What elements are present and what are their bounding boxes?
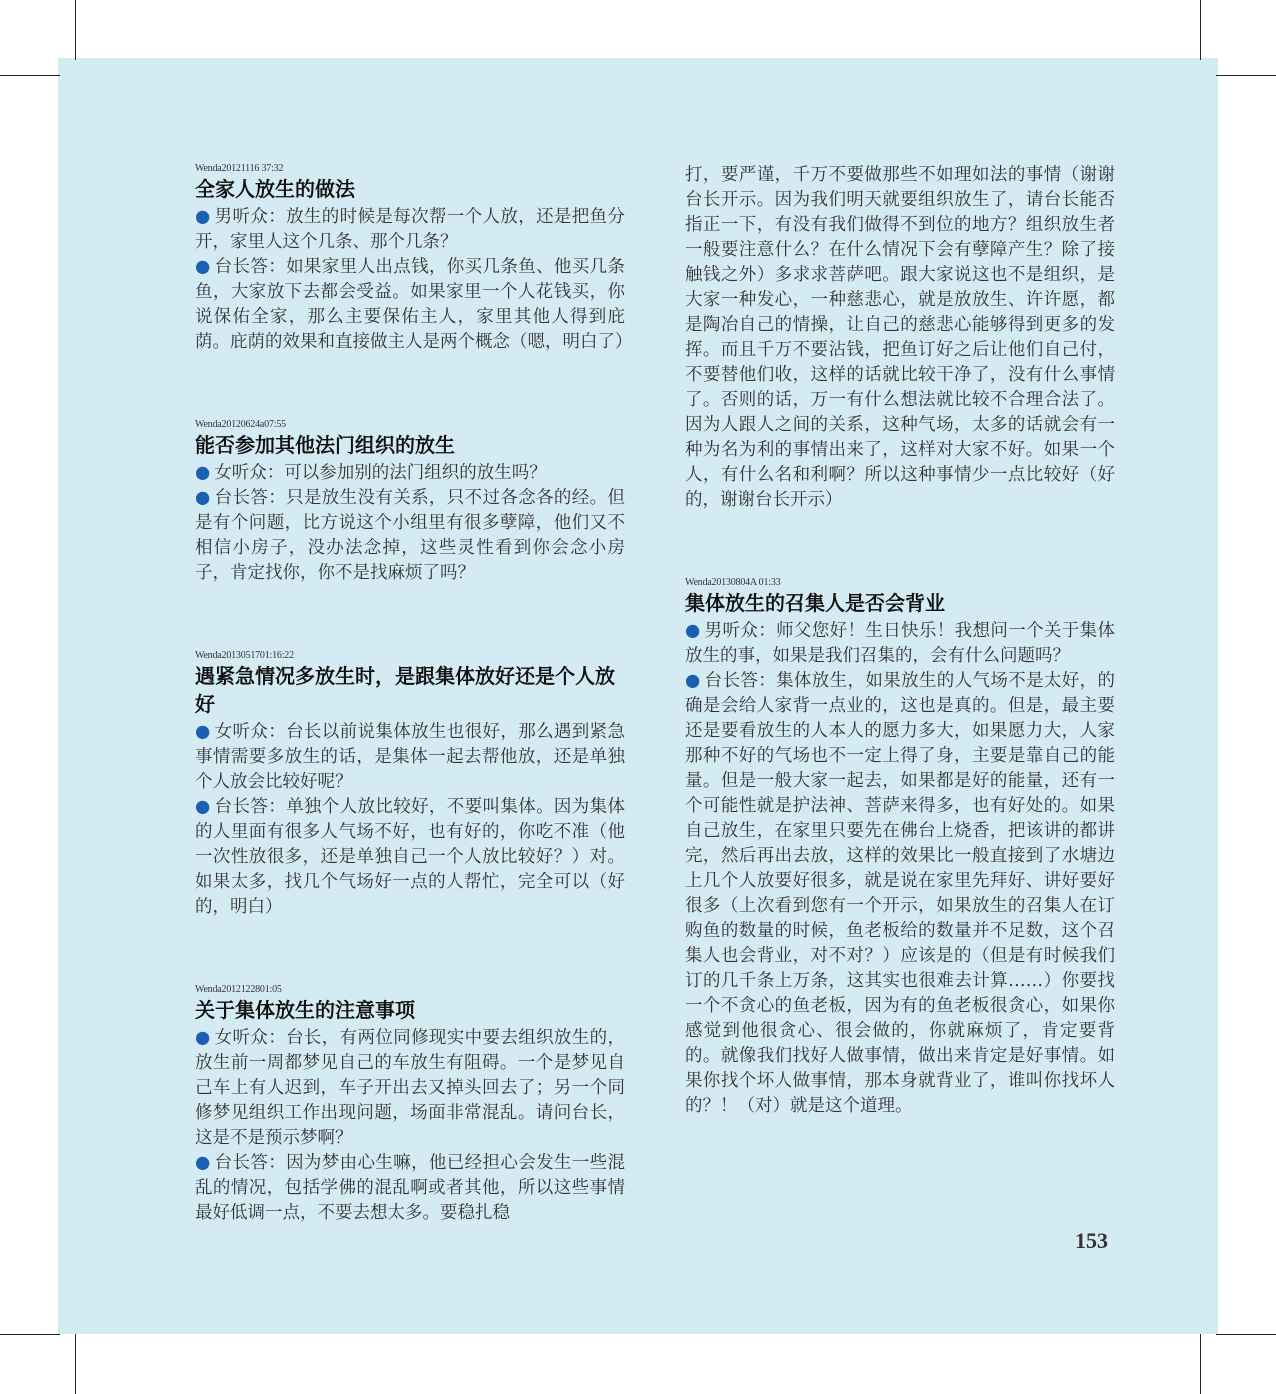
paragraph-text: 打，要严谨，千万不要做那些不如理如法的事情（谢谢台长开示。因为我们明天就要组织放生了，请台长能否指正一下，有没有我们做得不到位的地方？组织放生者一般要注意什么？在什么情况下会有孽障产生？除了接触钱之外）多求求菩萨吧。跟大家说这也不是组织，是大家一种发心，一种慈悲心，就是放放生、许许愿，都是陶冶自己的情操，让自己的慈悲心能够得到更多的发挥。而且千万不要沾钱，把鱼订好之后让他们自己付，不要替他们收，这样的话就比较干净了，没有什么事情了。否则的话，万一有什么想法就比较不合理合法了。因为人跟人之间的关系，这种气场，太多的话就会有一种为名为利的事情出来了，这样对大家不好。如果一个人，有什么名和利啊？所以这种事情少一点比较好（好的，谢谢台长开示） bbox=[685, 165, 1115, 510]
entry-paragraph bbox=[195, 461, 625, 486]
paragraph-text: 女听众：可以参加别的法门组织的放生吗？ bbox=[214, 463, 547, 483]
crop-mark-tr-v bbox=[1200, 0, 1201, 60]
entry-title: 能否参加其他法门组织的放生 bbox=[195, 433, 455, 457]
right-column bbox=[685, 163, 1115, 1183]
entry-paragraph bbox=[195, 205, 625, 255]
paragraph-text: 台长答：因为梦由心生嘛，他已经担心会发生一些混乱的情况，包括学佛的混乱啊或者其他，所以这些事情最好低调一点，不要去想太多。要稳扎稳 bbox=[195, 1153, 626, 1223]
entry-paragraph bbox=[195, 486, 625, 586]
entry-paragraph bbox=[195, 795, 625, 920]
crop-mark-br-h bbox=[1216, 1334, 1276, 1335]
entry-paragraph bbox=[685, 669, 1115, 1119]
paragraph-text: 男听众：师父您好！生日快乐！我想问一个关于集体放生的事，如果是我们召集的，会有什么问题吗？ bbox=[685, 621, 1116, 666]
paragraph-text: 男听众：放生的时候是每次帮一个人放，还是把鱼分开，家里人这个几条、那个几条？ bbox=[195, 207, 626, 252]
entry-paragraph bbox=[195, 720, 625, 795]
crop-mark-tl-v bbox=[75, 0, 76, 60]
qa-entry bbox=[685, 163, 1115, 513]
bullet-icon: ● bbox=[195, 257, 211, 277]
crop-mark-br-v bbox=[1200, 1334, 1201, 1394]
entry-timestamp: Wenda20121116 37:32 bbox=[195, 163, 284, 174]
qa-entry bbox=[685, 577, 1115, 1119]
entry-paragraph bbox=[195, 1151, 625, 1226]
paragraph-text: 台长答：如果家里人出点钱，你买几条鱼、他买几条鱼，大家放下去都会受益。如果家里一个人花钱买，你说保佑全家，那么主要保佑主人，家里其他人得到庇荫。庇荫的效果和直接做主人是两个概念（嗯，明白了） bbox=[195, 257, 633, 352]
crop-mark-tr-h bbox=[1216, 75, 1276, 76]
bullet-icon: ● bbox=[195, 207, 211, 227]
entry-paragraph bbox=[685, 163, 1115, 513]
entry-paragraph bbox=[685, 619, 1115, 669]
bullet-icon: ● bbox=[195, 722, 211, 742]
qa-entry bbox=[195, 163, 633, 355]
entry-title: 全家人放生的做法 bbox=[195, 177, 355, 201]
crop-mark-bl-h bbox=[0, 1334, 60, 1335]
paragraph-text: 台长答：只是放生没有关系，只不过各念各的经。但是有个问题，比方说这个小组里有很多孽障，他们又不相信小房子，没办法念掉，这些灵性看到你会念小房子，肯定找你，你不是找麻烦了吗？ bbox=[195, 488, 626, 583]
paragraph-text: 台长答：单独个人放比较好，不要叫集体。因为集体的人里面有很多人气场不好，也有好的，你吃不准（他一次性放很多，还是单独自己一个人放比较好？）对。如果太多，找几个气场好一点的人帮忙，完全可以（好的，明白） bbox=[195, 797, 626, 917]
bullet-icon: ● bbox=[685, 621, 701, 641]
bullet-icon: ● bbox=[195, 463, 211, 483]
entry-title: 关于集体放生的注意事项 bbox=[195, 998, 415, 1022]
paragraph-text: 女听众：台长，有两位同修现实中要去组织放生的，放生前一周都梦见自己的车放生有阻碍。一个是梦见自己车上有人迟到，车子开出去又掉头回去了；另一个同修梦见组织工作出现问题，场面非常混乱。请问台长，这是不是预示梦啊？ bbox=[195, 1028, 626, 1148]
page-number: 153 bbox=[1075, 1228, 1108, 1253]
entry-paragraph bbox=[195, 255, 633, 355]
entry-title: 遇紧急情况多放生时，是跟集体放好还是个人放好 bbox=[195, 664, 615, 716]
crop-mark-bl-v bbox=[75, 1334, 76, 1394]
bullet-icon: ● bbox=[195, 1028, 211, 1048]
entry-timestamp: Wenda20130804A 01:33 bbox=[685, 577, 781, 588]
bullet-icon: ● bbox=[195, 1153, 211, 1173]
crop-mark-tl-h bbox=[0, 75, 60, 76]
entry-title: 集体放生的召集人是否会背业 bbox=[685, 591, 945, 615]
bullet-icon: ● bbox=[195, 488, 211, 508]
qa-entry bbox=[195, 419, 625, 586]
entry-timestamp: Wenda2012122801:05 bbox=[195, 984, 282, 995]
bullet-icon: ● bbox=[685, 671, 701, 691]
bullet-icon: ● bbox=[195, 797, 211, 817]
paragraph-text: 女听众：台长以前说集体放生也很好，那么遇到紧急事情需要多放生的话，是集体一起去帮他放，还是单独个人放会比较好呢？ bbox=[195, 722, 626, 792]
entry-timestamp: Wenda20120624a07:55 bbox=[195, 419, 286, 430]
entry-timestamp: Wenda2013051701:16:22 bbox=[195, 650, 294, 661]
entry-paragraph bbox=[195, 1026, 625, 1151]
left-column bbox=[195, 163, 633, 1290]
qa-entry bbox=[195, 984, 625, 1226]
paragraph-text: 台长答：集体放生，如果放生的人气场不是太好，的确是会给人家背一点业的，这也是真的。但是，最主要还是要看放生的人本人的愿力多大，如果愿力大，人家那种不好的气场也不一定上得了身，主要是靠自己的能量。但是一般大家一起去，如果都是好的能量，还有一个可能性就是护法神、菩萨来得多，也有好处的。如果自己放生，在家里只要先在佛台上烧香，把该讲的都讲完，然后再出去放，这样的效果比一般直接到了水塘边上几个人放要好很多，就是说在家里先拜好、讲好要好很多（上次看到您有一个开示，如果放生的召集人在订购鱼的数量的时候，鱼老板给的数量并不足数，这个召集人也会背业，对不对？）应该是的（但是有时候我们订的几千条上万条，这其实也很难去计算……）你要找一个不贪心的鱼老板，因为有的鱼老板很贪心，如果你感觉到他很贪心、很会做的，你就麻烦了，肯定要背的。就像我们找好人做事情，做出来肯定是好事情。如果你找个坏人做事情，那本身就背业了，谁叫你找坏人的？！（对）就是这个道理。 bbox=[685, 671, 1116, 1116]
qa-entry bbox=[195, 650, 625, 920]
